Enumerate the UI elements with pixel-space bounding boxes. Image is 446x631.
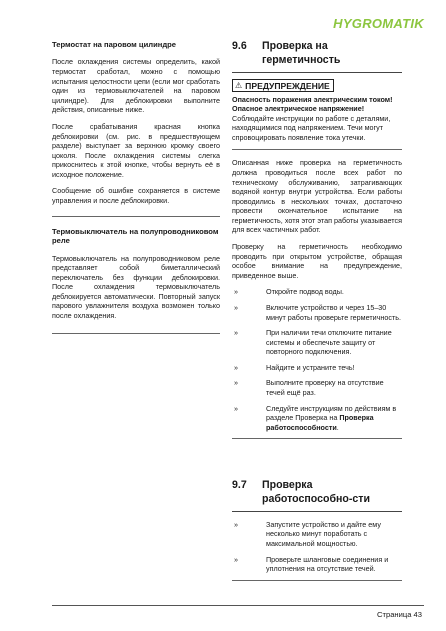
paragraph: Сообщение об ошибке сохраняется в системе управления и после деблокировки. <box>52 186 220 205</box>
section-number: 9.6 <box>232 40 247 52</box>
divider <box>232 438 402 439</box>
section-title-9-7 <box>232 479 402 507</box>
divider <box>232 149 402 150</box>
bullet: » <box>234 302 238 312</box>
divider <box>232 511 402 512</box>
left-column <box>52 40 220 334</box>
list-item <box>232 287 402 297</box>
leak-check-steps <box>232 287 402 432</box>
right-column <box>232 40 402 581</box>
warning-label-text: ПРЕДУПРЕЖДЕНИЕ <box>245 80 330 91</box>
list-item <box>232 328 402 357</box>
section-heading-cylinder-thermostat: Термостат на паровом цилиндре <box>52 40 177 49</box>
step-text: Откройте подвод воды. <box>266 287 344 297</box>
bullet: » <box>234 328 238 338</box>
bullet: » <box>234 378 238 388</box>
list-item <box>232 363 402 373</box>
paragraph: После охлаждения системы определить, какой термостат сработал, можно с помощью испытания целостности цепи (если мог сработать один из термовыключателей на паровом цилиндре). Для деблокировки выполните действия, описанные ниже. <box>52 57 220 115</box>
step-text: Выполните проверку на отсутствие течей ещё раз. <box>266 378 384 397</box>
step-text: Включите устройство и через 15–30 минут работы проверьте герметичность. <box>266 302 402 322</box>
instruction-paragraph: Проверку на герметичность необходимо проводить при открытом устройстве, обращая особое внимание на предупреждение, приведенное выше. <box>232 242 402 280</box>
step-text-part: Следуйте инструкциям по действиям в разделе Проверка на <box>266 403 397 423</box>
bullet: » <box>234 287 238 297</box>
list-item <box>232 404 402 433</box>
section-title-9-6 <box>232 40 402 68</box>
bullet: » <box>234 403 238 413</box>
hygromatik-logo: HYGROMATIK <box>333 16 424 31</box>
section-number: 9.7 <box>232 479 247 492</box>
bullet: » <box>234 362 238 372</box>
list-item <box>232 520 402 549</box>
list-item <box>232 378 402 397</box>
step-text: Проверьте шланговые соединения и уплотнения на отсутствие течей. <box>266 554 389 574</box>
step-text-end: . <box>336 422 339 432</box>
step-text: Запустите устройство и дайте ему несколько минут поработать с максимальной мощностью. <box>266 519 381 548</box>
page-number: Страница 43 <box>377 610 422 619</box>
section-heading-relay-thermo-switch: Термовыключатель на полупроводниковом реле <box>52 226 219 246</box>
intro-paragraph: Описанная ниже проверка на герметичность должна проводиться после всех работ по техническому обслуживанию, затрагивающих водяной контур внутри устройства. Если работы проводились в нескольких точках, достаточно провести окончательное испытание на герметичность, хотя этот этап работы указывается для всех частичных работ. <box>232 158 402 235</box>
paragraph: После срабатывания красная кнопка деблокировки (см. рис. в предшествующем разделе) выступает за верхнюю кромку своего цоколя. После охлаждения системы слегка прикоснитесь к этой кнопке, чтобы вернуть её в исходное положение. <box>52 121 220 179</box>
divider <box>52 216 220 217</box>
step-text <box>266 404 402 433</box>
warning-triangle-icon: ⚠ <box>235 81 243 91</box>
divider <box>232 580 402 581</box>
paragraph: Термовыключатель на полупроводниковом реле представляет собой биметаллический переключатель без функции деблокировки. После охлаждения термовыключатель деблокируется автоматически. Повторный запуск парового увлажнителя воздуха возможен только после охлаждения. <box>52 253 220 321</box>
warning-text: Соблюдайте инструкции по работе с деталями, находящимися под напряжением. Течи могут спровоцировать появление тока утечки. <box>232 113 391 142</box>
divider <box>52 333 220 334</box>
step-text: При наличии течи отключите питание системы и обеспечьте защиту от повторного подключения. <box>266 328 392 357</box>
bullet: » <box>234 519 238 529</box>
warning-bold-text: Опасность поражения электрическим током! Опасное электрическое напряжение! <box>232 94 393 114</box>
step-text: Найдите и устраните течь! <box>266 362 355 372</box>
list-item <box>232 303 402 322</box>
divider <box>232 72 402 73</box>
section-title-text: Проверка на герметичность <box>262 40 341 66</box>
function-check-reference: Проверка работоспособности <box>266 413 374 432</box>
bullet: » <box>234 554 238 564</box>
section-title-text: Проверка работоспособно-сти <box>262 479 371 506</box>
list-item <box>232 555 402 574</box>
warning-label <box>232 79 334 92</box>
footer-divider <box>52 605 424 606</box>
function-check-steps <box>232 520 402 574</box>
